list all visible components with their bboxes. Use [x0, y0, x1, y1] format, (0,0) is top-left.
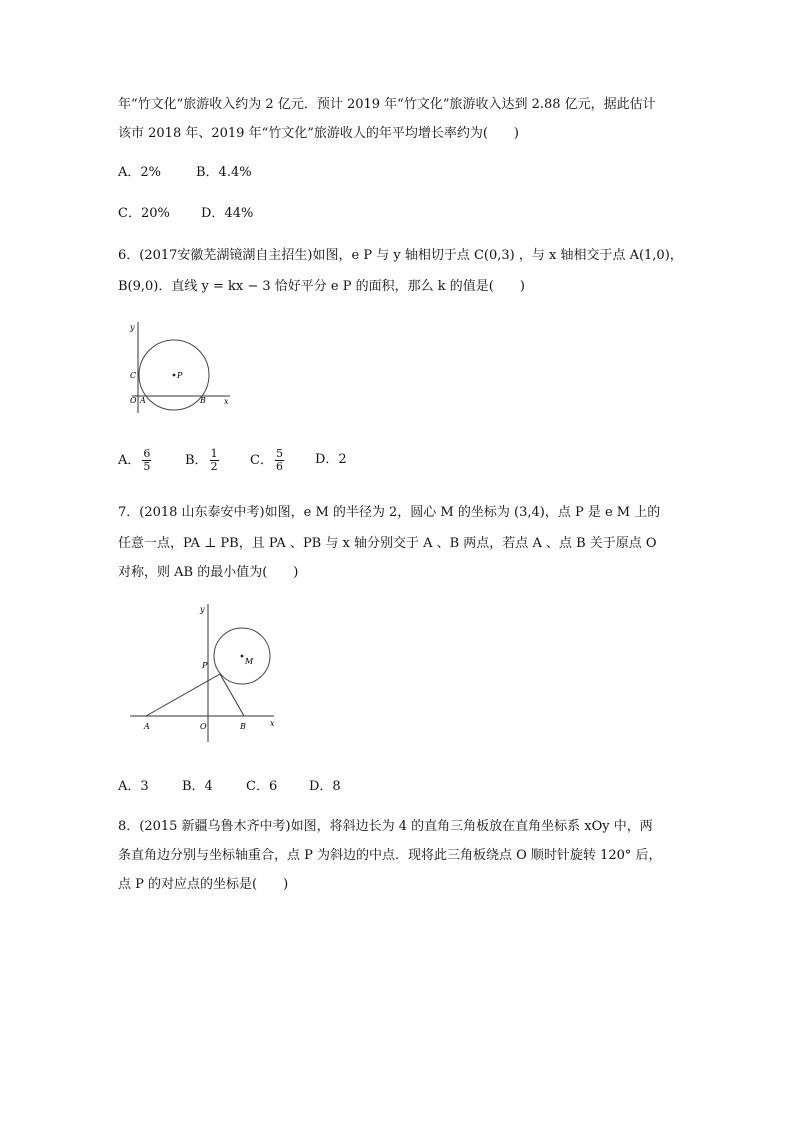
q6-option-b-prefix: B．: [185, 453, 208, 468]
q7-label-o: O: [200, 722, 207, 731]
q7-option-d: D．8: [309, 779, 341, 794]
q6-option-a: [118, 448, 153, 473]
q6-option-c-num: 5: [275, 447, 283, 460]
q7-segment-pa: [146, 674, 220, 716]
q8-text-line-1: 8．(2015 新疆乌鲁木齐中考)如图，将斜边长为 4 的直角三角板放在直角坐标系 xOy 中，两: [118, 819, 653, 834]
q6-option-a-prefix: A．: [118, 453, 141, 468]
q7-text-line-2: 任意一点，PA ⊥ PB，且 PA 、PB 与 x 轴分别交于 A 、B 两点，若点 A 、点 B 关于原点 O: [118, 536, 657, 551]
q5-option-a: A．2%: [118, 165, 162, 180]
q6-label-c: C: [130, 371, 137, 380]
q6-figure: [118, 318, 238, 418]
q6-label-b: B: [200, 396, 206, 405]
q7-y-label: y: [200, 605, 205, 614]
q5-option-c: C．20%: [118, 206, 170, 221]
q6-option-c-fraction: [275, 448, 284, 473]
q6-y-label: y: [130, 323, 135, 332]
q7-label-a: A: [144, 722, 150, 731]
q6-option-d: D．2: [315, 452, 347, 467]
q5-text-line-2: 该市 2018 年、2019 年“竹文化”旅游收人的年平均增长率约为( ): [118, 126, 520, 141]
q7-center-dot: [241, 655, 244, 658]
q7-figure: [124, 600, 284, 750]
q6-option-b-fraction: [210, 448, 219, 473]
q7-x-label: x: [270, 719, 275, 728]
q7-label-m: M: [245, 657, 254, 666]
q6-option-b-num: 1: [210, 447, 218, 460]
q8-text-line-3: 点 P 的对应点的坐标是( ): [118, 877, 289, 892]
q7-option-a: A．3: [118, 779, 149, 794]
q7-text-line-3: 对称，则 AB 的最小值为( ): [118, 565, 299, 580]
q6-label-a: A: [140, 396, 146, 405]
q7-text-line-1: 7．(2018 山东泰安中考)如图，e M 的半径为 2，圆心 M 的坐标为 (3,4)，点 P 是 e M 上的: [118, 505, 661, 520]
q6-x-label: x: [224, 397, 229, 406]
q6-option-c-prefix: C．: [250, 453, 273, 468]
q6-option-c-den: 6: [275, 460, 283, 473]
q6-text-line-1: 6．(2017安徽芜湖镜湖自主招生)如图，e P 与 y 轴相切于点 C(0,3) ，与 x 轴相交于点 A(1,0)，: [118, 248, 683, 263]
q6-option-a-den: 5: [143, 460, 151, 473]
q7-option-b: B．4: [182, 779, 213, 794]
q7-label-p: P: [202, 661, 208, 670]
q6-label-p: P: [177, 371, 183, 380]
q6-figure-svg: [118, 318, 238, 418]
q6-center-dot: [173, 374, 176, 377]
q6-option-a-num: 6: [143, 447, 151, 460]
q5-option-d: D．44%: [201, 206, 254, 221]
q6-option-b: [185, 448, 221, 473]
q6-label-o: O: [130, 396, 137, 405]
q7-label-b: B: [240, 722, 246, 731]
q8-text-line-2: 条直角边分别与坐标轴重合，点 P 为斜边的中点．现将此三角板绕点 O 顺时针旋转 120° 后，: [118, 848, 662, 863]
q6-option-b-den: 2: [210, 460, 218, 473]
q7-segment-pb: [220, 674, 244, 716]
q6-option-a-fraction: [142, 448, 151, 473]
q7-option-c: C．6: [246, 779, 278, 794]
q6-option-c: [250, 448, 286, 473]
q6-text-line-2: B(9,0)．直线 y = kx − 3 恰好平分 e P 的面积，那么 k 的值是( ): [118, 279, 525, 294]
q5-option-b: B．4.4%: [196, 165, 252, 180]
q5-text-line-1: 年“竹文化”旅游收入约为 2 亿元．预计 2019 年“竹文化”旅游收入达到 2.88 亿元，据此估计: [118, 97, 656, 112]
q7-figure-svg: [124, 600, 284, 750]
